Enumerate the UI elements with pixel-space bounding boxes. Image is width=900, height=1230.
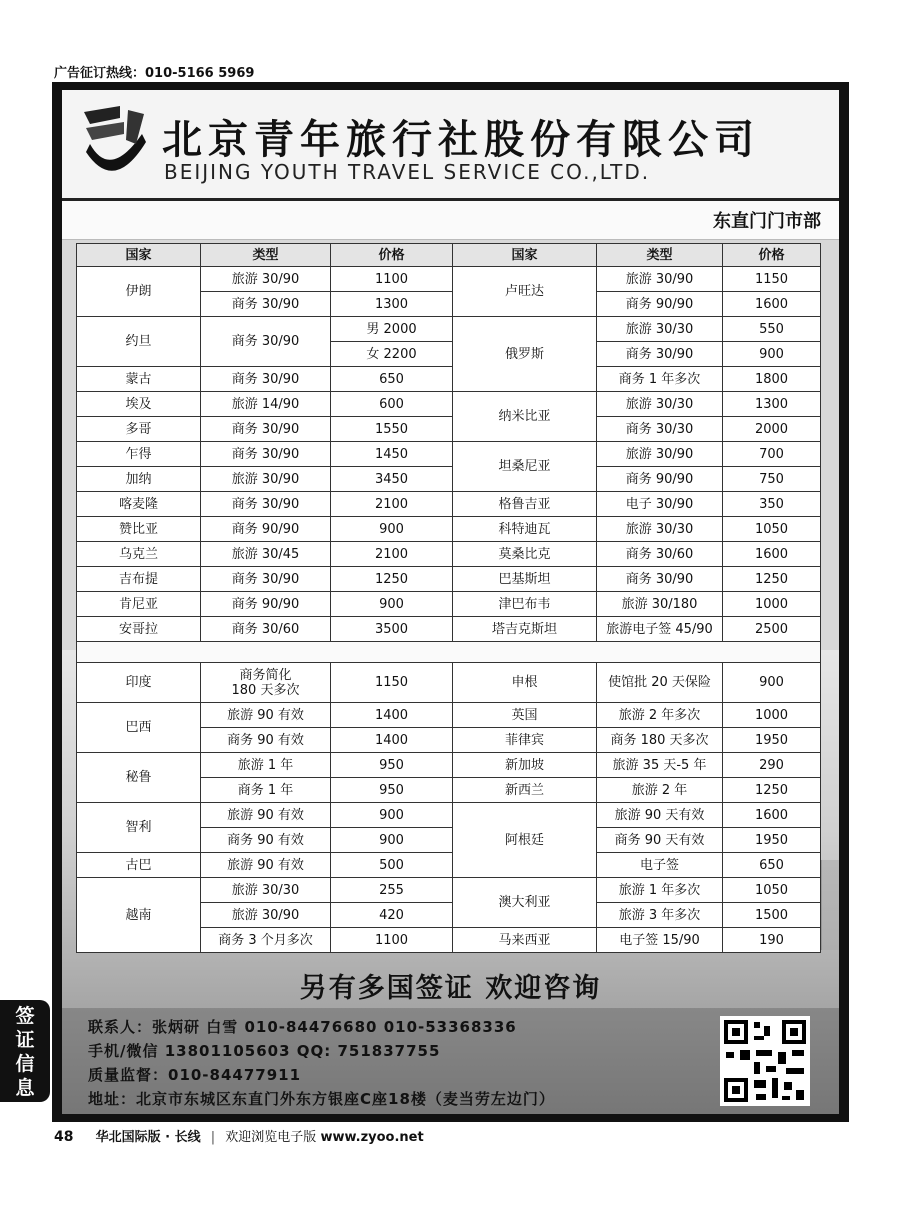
visa-type-cell: 商务 30/90 bbox=[201, 492, 331, 517]
price-cell: 290 bbox=[723, 753, 821, 778]
country-cell: 乌克兰 bbox=[77, 542, 201, 567]
price-cell: 1100 bbox=[331, 928, 453, 953]
ad-hotline: 广告征订热线：010-5166 5969 bbox=[54, 66, 255, 81]
table-row bbox=[77, 417, 821, 442]
country-cell: 越南 bbox=[77, 878, 201, 953]
visa-type-cell: 旅游 90 有效 bbox=[201, 803, 331, 828]
visa-type-cell: 旅游 2 年多次 bbox=[597, 703, 723, 728]
header-type: 类型 bbox=[201, 244, 331, 267]
contact-supervision: 质量监督：010-84477911 bbox=[88, 1066, 302, 1084]
country-cell: 卢旺达 bbox=[453, 267, 597, 317]
country-cell: 津巴布韦 bbox=[453, 592, 597, 617]
price-cell: 1100 bbox=[331, 267, 453, 292]
contact-panel bbox=[62, 1008, 839, 1114]
price-cell: 1400 bbox=[331, 728, 453, 753]
footer-separator: | bbox=[210, 1130, 216, 1145]
visa-type-cell: 旅游 30/45 bbox=[201, 542, 331, 567]
visa-type-cell: 旅游 30/180 bbox=[597, 592, 723, 617]
price-cell: 1250 bbox=[723, 778, 821, 803]
company-header bbox=[62, 90, 839, 201]
visa-type-cell: 商务简化 180 天多次 bbox=[201, 663, 331, 703]
visa-type-cell: 商务 1 年 bbox=[201, 778, 331, 803]
price-cell: 1050 bbox=[723, 878, 821, 903]
visa-type-cell: 旅游 30/30 bbox=[597, 392, 723, 417]
price-cell: 3500 bbox=[331, 617, 453, 642]
country-cell: 古巴 bbox=[77, 853, 201, 878]
department-band bbox=[62, 201, 839, 240]
country-cell: 肯尼亚 bbox=[77, 592, 201, 617]
country-cell: 巴西 bbox=[77, 703, 201, 753]
price-cell: 2000 bbox=[723, 417, 821, 442]
visa-type-cell: 商务 90/90 bbox=[201, 517, 331, 542]
country-cell: 约旦 bbox=[77, 317, 201, 367]
country-cell: 格鲁吉亚 bbox=[453, 492, 597, 517]
price-cell: 1000 bbox=[723, 703, 821, 728]
country-cell: 安哥拉 bbox=[77, 617, 201, 642]
section-spacer bbox=[77, 642, 821, 663]
country-cell: 英国 bbox=[453, 703, 597, 728]
country-cell: 澳大利亚 bbox=[453, 878, 597, 928]
price-cell: 1400 bbox=[331, 703, 453, 728]
table-row bbox=[77, 878, 821, 903]
visa-type-cell: 商务 30/90 bbox=[201, 417, 331, 442]
contact-phone: 手机/微信 13801105603 QQ: 751837755 bbox=[88, 1042, 441, 1060]
country-cell: 菲律宾 bbox=[453, 728, 597, 753]
table-row bbox=[77, 803, 821, 828]
country-cell: 马来西亚 bbox=[453, 928, 597, 953]
price-cell: 420 bbox=[331, 903, 453, 928]
country-cell: 智利 bbox=[77, 803, 201, 853]
visa-price-table bbox=[76, 243, 821, 953]
country-cell: 蒙古 bbox=[77, 367, 201, 392]
visa-type-cell: 旅游 30/90 bbox=[201, 467, 331, 492]
country-cell: 乍得 bbox=[77, 442, 201, 467]
slogan: 另有多国签证 欢迎咨询 bbox=[299, 973, 602, 1004]
price-cell: 男 2000 bbox=[331, 317, 453, 342]
price-cell: 900 bbox=[331, 803, 453, 828]
price-cell: 1950 bbox=[723, 728, 821, 753]
visa-type-cell: 旅游 3 年多次 bbox=[597, 903, 723, 928]
country-cell: 巴基斯坦 bbox=[453, 567, 597, 592]
website-link[interactable]: www.zyoo.net bbox=[320, 1130, 424, 1145]
price-cell: 1600 bbox=[723, 542, 821, 567]
price-cell: 1250 bbox=[723, 567, 821, 592]
visa-type-cell: 商务 30/90 bbox=[201, 442, 331, 467]
price-cell: 900 bbox=[723, 342, 821, 367]
price-cell: 2100 bbox=[331, 492, 453, 517]
visa-type-cell: 商务 30/60 bbox=[597, 542, 723, 567]
table-row bbox=[77, 467, 821, 492]
table-row bbox=[77, 592, 821, 617]
country-cell: 秘鲁 bbox=[77, 753, 201, 803]
price-cell: 1450 bbox=[331, 442, 453, 467]
contact-people: 联系人：张炳研 白雪 010-84476680 010-53368336 bbox=[88, 1018, 517, 1036]
page-footer bbox=[54, 1126, 424, 1145]
header-price: 价格 bbox=[723, 244, 821, 267]
company-name-en: BEIJING YOUTH TRAVEL SERVICE CO.,LTD. bbox=[164, 160, 651, 184]
country-cell: 多哥 bbox=[77, 417, 201, 442]
table-row bbox=[77, 617, 821, 642]
visa-type-cell: 商务 3 个月多次 bbox=[201, 928, 331, 953]
price-cell: 650 bbox=[723, 853, 821, 878]
table-row bbox=[77, 567, 821, 592]
visa-type-cell: 商务 1 年多次 bbox=[597, 367, 723, 392]
table-row bbox=[77, 753, 821, 778]
table-header-row bbox=[77, 244, 821, 267]
header-country: 国家 bbox=[77, 244, 201, 267]
advertisement-frame bbox=[52, 82, 849, 1122]
contact-address: 地址：北京市东城区东直门外东方银座C座18楼（麦当劳左边门） bbox=[88, 1090, 555, 1108]
price-cell: 1250 bbox=[331, 567, 453, 592]
table-row bbox=[77, 542, 821, 567]
visa-type-cell: 旅游 90 有效 bbox=[201, 703, 331, 728]
price-cell: 750 bbox=[723, 467, 821, 492]
country-cell: 坦桑尼亚 bbox=[453, 442, 597, 492]
table-row bbox=[77, 492, 821, 517]
country-cell: 科特迪瓦 bbox=[453, 517, 597, 542]
visa-type-cell: 旅游 14/90 bbox=[201, 392, 331, 417]
visa-type-cell: 旅游 30/30 bbox=[597, 517, 723, 542]
price-cell: 950 bbox=[331, 753, 453, 778]
country-cell: 莫桑比克 bbox=[453, 542, 597, 567]
price-cell: 1000 bbox=[723, 592, 821, 617]
visa-type-cell: 商务 30/90 bbox=[597, 342, 723, 367]
visa-type-cell: 商务 30/90 bbox=[597, 567, 723, 592]
visa-type-cell: 商务 180 天多次 bbox=[597, 728, 723, 753]
country-cell: 俄罗斯 bbox=[453, 317, 597, 392]
section-tab-label: 签 证 信 息 bbox=[15, 1005, 35, 1099]
price-cell: 2500 bbox=[723, 617, 821, 642]
visa-type-cell: 旅游 1 年 bbox=[201, 753, 331, 778]
visa-type-cell: 电子 30/90 bbox=[597, 492, 723, 517]
price-cell: 1600 bbox=[723, 292, 821, 317]
visa-type-cell: 商务 90 天有效 bbox=[597, 828, 723, 853]
department-name: 东直门门市部 bbox=[713, 211, 821, 232]
table-row bbox=[77, 442, 821, 467]
edition-name: 华北国际版 · 长线 bbox=[95, 1130, 201, 1145]
visa-type-cell: 旅游 90 有效 bbox=[201, 853, 331, 878]
table-row bbox=[77, 663, 821, 703]
qr-code-icon bbox=[720, 1016, 810, 1106]
visa-type-cell: 使馆批 20 天保险 bbox=[597, 663, 723, 703]
table-row bbox=[77, 517, 821, 542]
price-cell: 900 bbox=[331, 517, 453, 542]
country-cell: 喀麦隆 bbox=[77, 492, 201, 517]
visa-type-cell: 商务 90 有效 bbox=[201, 728, 331, 753]
visa-type-cell: 商务 30/60 bbox=[201, 617, 331, 642]
price-cell: 950 bbox=[331, 778, 453, 803]
company-logo-icon bbox=[80, 104, 150, 182]
visa-type-cell: 旅游电子签 45/90 bbox=[597, 617, 723, 642]
price-cell: 1800 bbox=[723, 367, 821, 392]
visa-type-cell: 商务 30/90 bbox=[201, 367, 331, 392]
price-cell: 1950 bbox=[723, 828, 821, 853]
visa-type-cell: 电子签 15/90 bbox=[597, 928, 723, 953]
price-cell: 2100 bbox=[331, 542, 453, 567]
country-cell: 加纳 bbox=[77, 467, 201, 492]
header-country: 国家 bbox=[453, 244, 597, 267]
section-tab-visa-info bbox=[0, 1000, 50, 1102]
visa-type-cell: 旅游 30/90 bbox=[597, 267, 723, 292]
visa-type-cell: 旅游 30/30 bbox=[201, 878, 331, 903]
price-cell: 500 bbox=[331, 853, 453, 878]
price-cell: 900 bbox=[331, 592, 453, 617]
footer-text: 欢迎浏览电子版 bbox=[225, 1130, 317, 1145]
visa-type-cell: 商务 30/90 bbox=[201, 567, 331, 592]
price-cell: 1300 bbox=[331, 292, 453, 317]
visa-type-cell: 旅游 30/90 bbox=[597, 442, 723, 467]
country-cell: 纳米比亚 bbox=[453, 392, 597, 442]
visa-type-cell: 旅游 1 年多次 bbox=[597, 878, 723, 903]
price-cell: 1300 bbox=[723, 392, 821, 417]
price-cell: 3450 bbox=[331, 467, 453, 492]
country-cell: 塔吉克斯坦 bbox=[453, 617, 597, 642]
visa-type-cell: 商务 30/90 bbox=[201, 317, 331, 367]
country-cell: 吉布提 bbox=[77, 567, 201, 592]
country-cell: 赞比亚 bbox=[77, 517, 201, 542]
price-cell: 1600 bbox=[723, 803, 821, 828]
visa-type-cell: 商务 90/90 bbox=[597, 467, 723, 492]
price-cell: 1050 bbox=[723, 517, 821, 542]
visa-type-cell: 商务 30/30 bbox=[597, 417, 723, 442]
country-cell: 新西兰 bbox=[453, 778, 597, 803]
price-cell: 1550 bbox=[331, 417, 453, 442]
country-cell: 新加坡 bbox=[453, 753, 597, 778]
price-cell: 350 bbox=[723, 492, 821, 517]
visa-type-cell: 旅游 35 天-5 年 bbox=[597, 753, 723, 778]
visa-type-cell: 商务 30/90 bbox=[201, 292, 331, 317]
table-row bbox=[77, 392, 821, 417]
visa-type-cell: 商务 90 有效 bbox=[201, 828, 331, 853]
price-cell: 900 bbox=[723, 663, 821, 703]
price-cell: 700 bbox=[723, 442, 821, 467]
price-cell: 650 bbox=[331, 367, 453, 392]
visa-type-cell: 电子签 bbox=[597, 853, 723, 878]
advertisement-body bbox=[62, 90, 839, 1114]
header-type: 类型 bbox=[597, 244, 723, 267]
visa-type-cell: 商务 90/90 bbox=[201, 592, 331, 617]
price-cell: 550 bbox=[723, 317, 821, 342]
page-number: 48 bbox=[54, 1129, 74, 1145]
price-cell: 1500 bbox=[723, 903, 821, 928]
country-cell: 阿根廷 bbox=[453, 803, 597, 878]
header-price: 价格 bbox=[331, 244, 453, 267]
country-cell: 印度 bbox=[77, 663, 201, 703]
visa-type-cell: 旅游 30/30 bbox=[597, 317, 723, 342]
country-cell: 申根 bbox=[453, 663, 597, 703]
section-spacer-row bbox=[77, 642, 821, 663]
table-row bbox=[77, 853, 821, 878]
table-row bbox=[77, 317, 821, 342]
visa-type-cell: 旅游 90 天有效 bbox=[597, 803, 723, 828]
visa-type-cell: 旅游 2 年 bbox=[597, 778, 723, 803]
price-cell: 190 bbox=[723, 928, 821, 953]
price-cell: 1150 bbox=[331, 663, 453, 703]
price-cell: 600 bbox=[331, 392, 453, 417]
country-cell: 埃及 bbox=[77, 392, 201, 417]
price-cell: 900 bbox=[331, 828, 453, 853]
company-name-cn: 北京青年旅行社股份有限公司 bbox=[162, 116, 760, 163]
table-row bbox=[77, 367, 821, 392]
price-cell: 女 2200 bbox=[331, 342, 453, 367]
visa-type-cell: 旅游 30/90 bbox=[201, 267, 331, 292]
visa-type-cell: 旅游 30/90 bbox=[201, 903, 331, 928]
country-cell: 伊朗 bbox=[77, 267, 201, 317]
price-cell: 1150 bbox=[723, 267, 821, 292]
visa-type-cell: 商务 90/90 bbox=[597, 292, 723, 317]
table-row bbox=[77, 703, 821, 728]
table-row bbox=[77, 267, 821, 292]
price-cell: 255 bbox=[331, 878, 453, 903]
